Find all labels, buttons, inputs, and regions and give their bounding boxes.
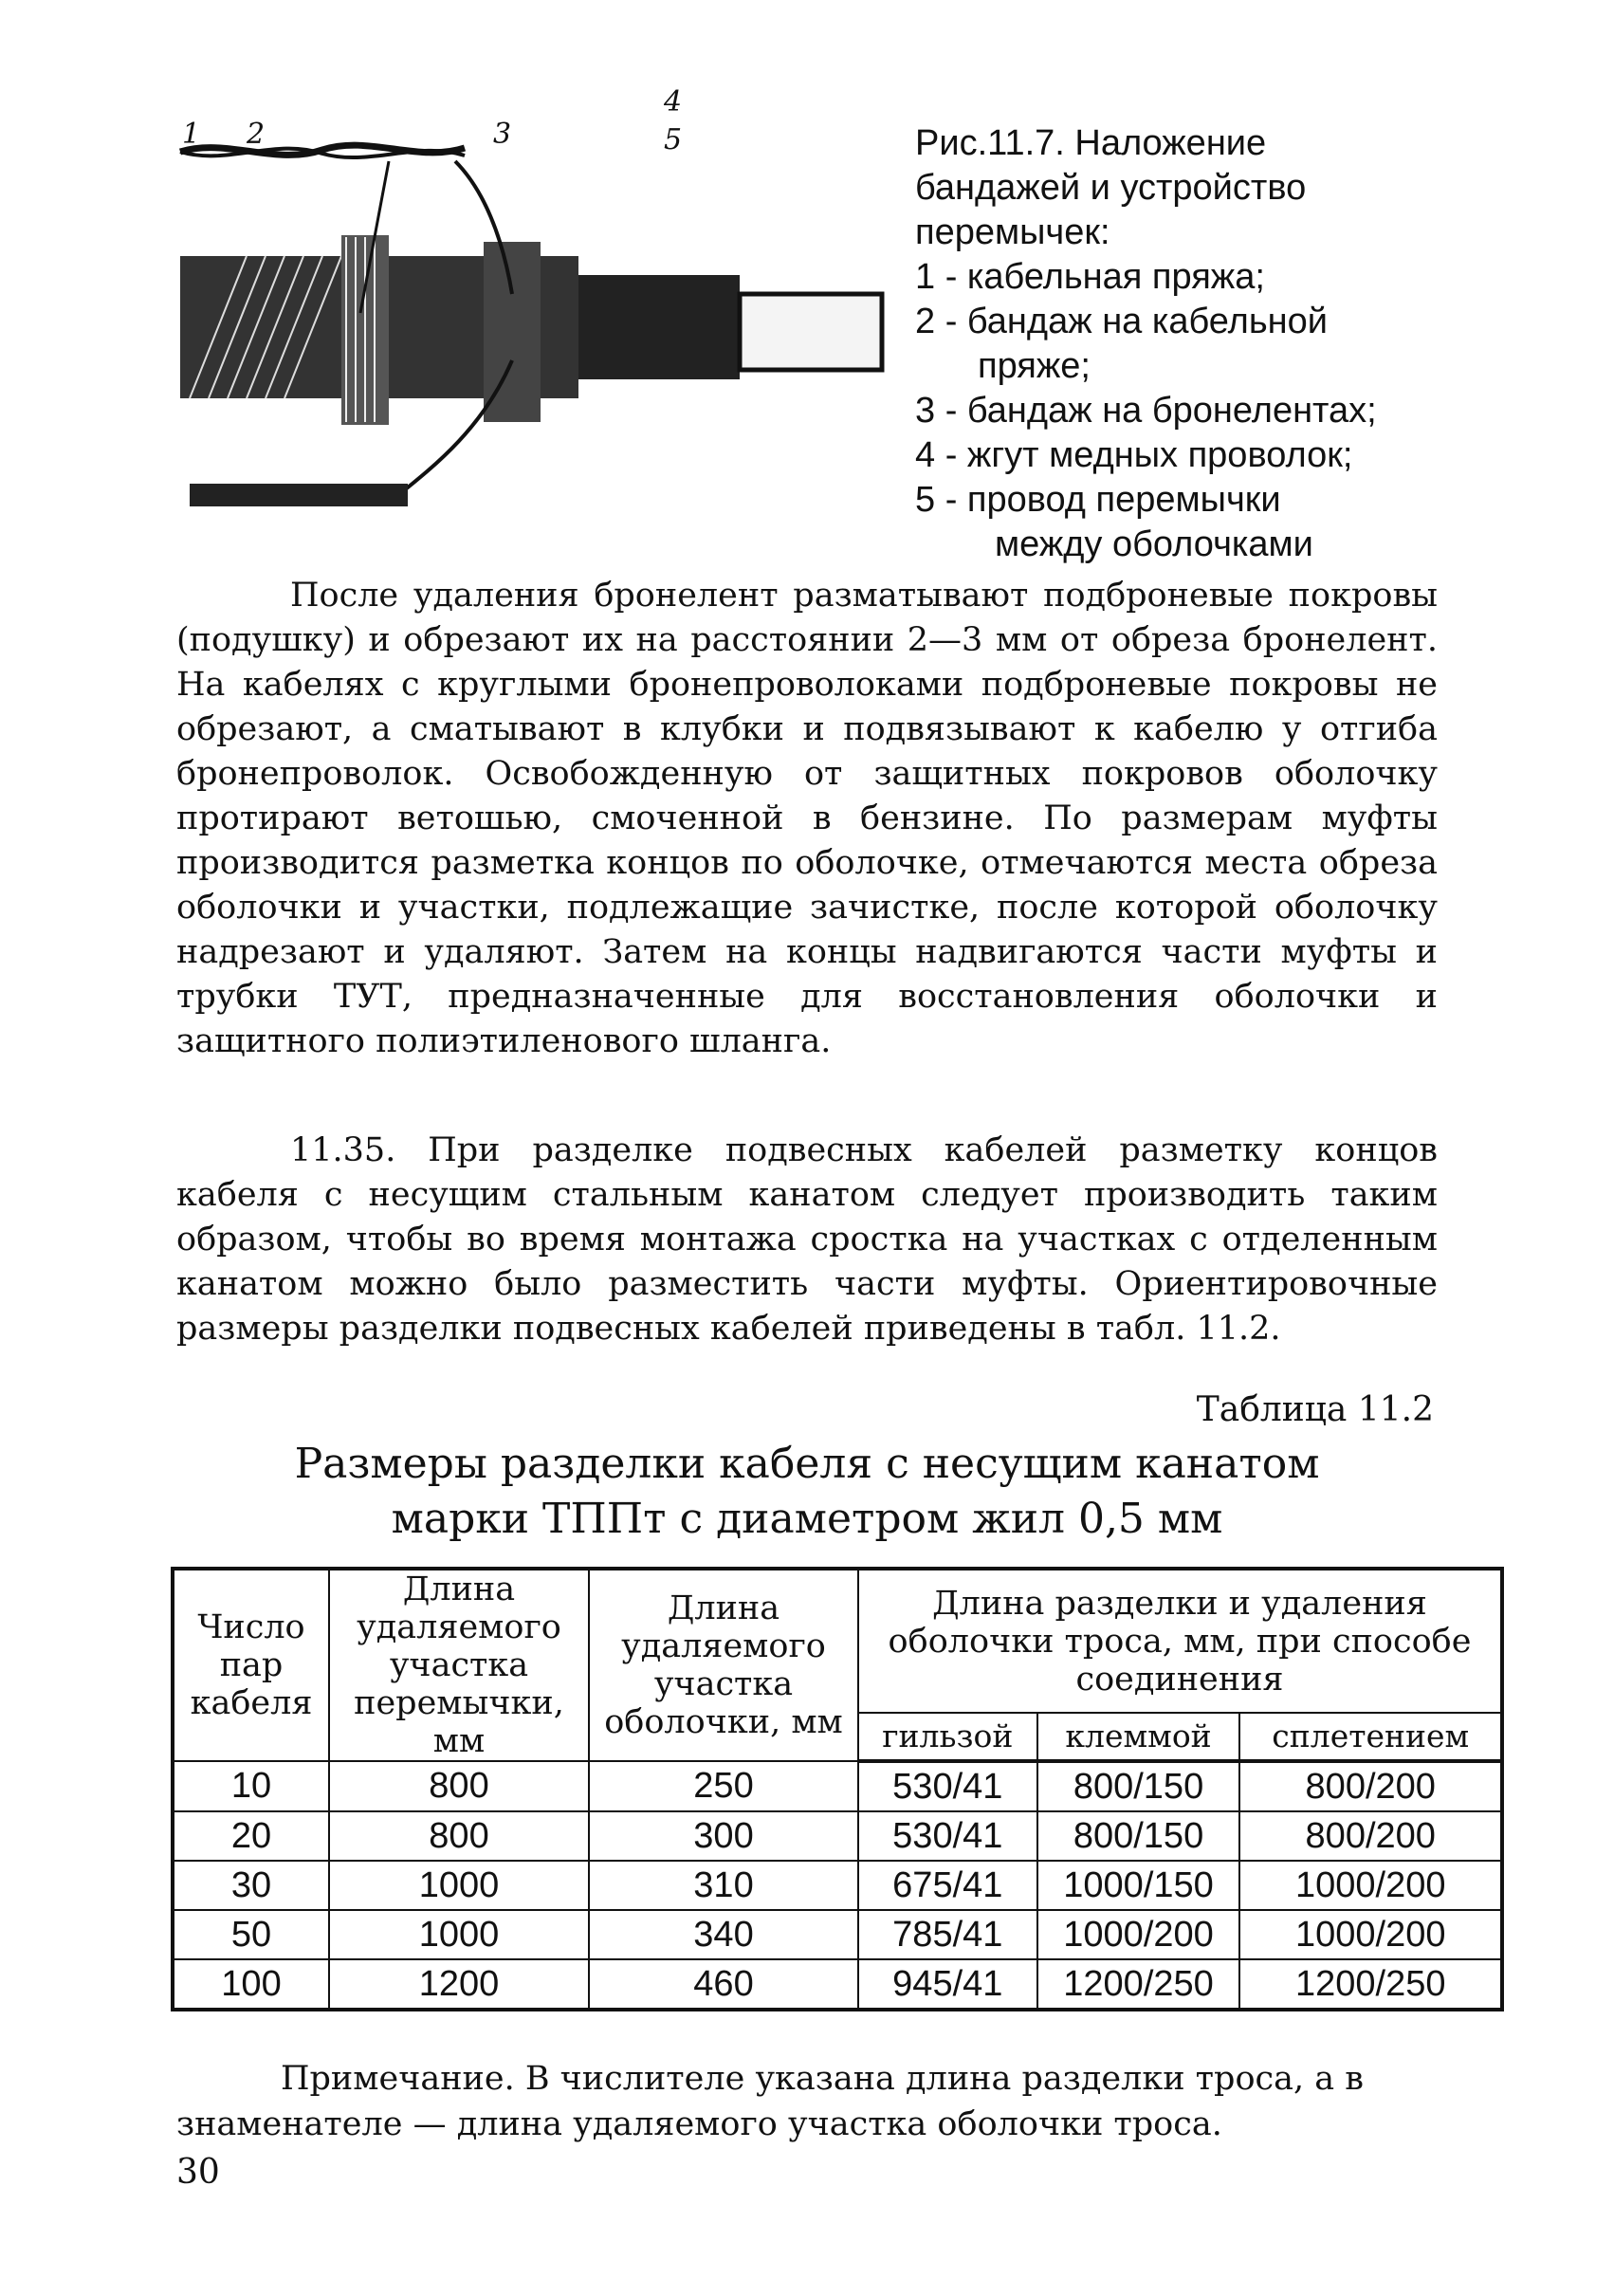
header-sleeve: гильзой [858, 1713, 1037, 1761]
figure-label-3: 3 [493, 118, 512, 151]
cell: 30 [173, 1861, 329, 1910]
cell: 800/200 [1239, 1811, 1502, 1861]
header-cutting-group: Длина разделки и удаления оболочки троса, мм, при способе соединения [858, 1569, 1502, 1713]
cell: 800/200 [1239, 1761, 1502, 1811]
cell: 460 [589, 1959, 858, 2010]
table-title [176, 1437, 1438, 1547]
cell: 50 [173, 1910, 329, 1959]
cell: 1000/200 [1037, 1910, 1240, 1959]
paragraph-2 [176, 1129, 1438, 1351]
caption-line: бандажей и устройство [915, 168, 1307, 208]
table-row [173, 1910, 1502, 1959]
cell: 800/150 [1037, 1761, 1240, 1811]
cable-figure [171, 85, 891, 522]
figure-caption [915, 121, 1446, 567]
cell: 20 [173, 1811, 329, 1861]
caption-line: 5 - провод перемычки [915, 480, 1281, 520]
caption-line: 1 - кабельная пряжа; [915, 257, 1265, 297]
cell: 945/41 [858, 1959, 1037, 2010]
cell: 1200/250 [1037, 1959, 1240, 2010]
header-splice: сплетением [1239, 1713, 1502, 1761]
cell: 300 [589, 1811, 858, 1861]
cell: 1200 [329, 1959, 589, 2010]
cell: 1000/200 [1239, 1861, 1502, 1910]
cell: 785/41 [858, 1910, 1037, 1959]
cell: 800 [329, 1811, 589, 1861]
cell: 10 [173, 1761, 329, 1811]
cell: 1000/200 [1239, 1910, 1502, 1959]
caption-line: перемычек: [915, 212, 1110, 252]
cell: 250 [589, 1761, 858, 1811]
caption-line: Рис.11.7. Наложение [915, 123, 1267, 163]
cell: 1000 [329, 1861, 589, 1910]
table-row [173, 1959, 1502, 2010]
cell: 530/41 [858, 1811, 1037, 1861]
header-clamp: клеммой [1037, 1713, 1240, 1761]
header-pairs: Число пар кабеля [173, 1569, 329, 1761]
cell: 340 [589, 1910, 858, 1959]
figure-label-2: 2 [247, 118, 266, 151]
figure-label-1: 1 [182, 118, 201, 151]
figure-label-5: 5 [664, 123, 683, 156]
table-note [176, 2056, 1438, 2147]
cell: 1200/250 [1239, 1959, 1502, 2010]
page-number: 30 [176, 2153, 220, 2192]
table-row [173, 1761, 1502, 1811]
caption-line: между оболочками [995, 524, 1313, 564]
paragraph-2-text: 11.35. При разделке подвесных кабелей разметку концов кабеля с несущим стальным канатом следует производить таким образом, чтобы во время монтажа сростка на участках с отделенным канатом можно было разместить части муфты. Ориентировочные размеры разделки подвесных кабелей приведены в табл. 11.2. [176, 1131, 1438, 1348]
table-row [173, 1811, 1502, 1861]
cell: 1000/150 [1037, 1861, 1240, 1910]
caption-line: 3 - бандаж на бронелентах; [915, 391, 1377, 431]
caption-line: пряже; [978, 346, 1091, 386]
table-title-line-1: Размеры разделки кабеля с несущим канатом [294, 1440, 1320, 1488]
header-shell-length: Длина удаляемого участка оболочки, мм [589, 1569, 858, 1761]
caption-line: 2 - бандаж на кабельной [915, 302, 1328, 341]
table-note-text: Примечание. В числителе указана длина разделки троса, а в знаменателе — длина удаляемого участка оболочки троса. [176, 2060, 1364, 2143]
caption-line: 4 - жгут медных проволок; [915, 435, 1353, 475]
header-jumper-length: Длина удаляемого участка перемычки, мм [329, 1569, 589, 1761]
dimensions-table [171, 1567, 1504, 2011]
cell: 310 [589, 1861, 858, 1910]
cell: 800/150 [1037, 1811, 1240, 1861]
cable-bandage-illustration [171, 123, 891, 522]
cell: 800 [329, 1761, 589, 1811]
cell: 675/41 [858, 1861, 1037, 1910]
paragraph-1 [176, 574, 1438, 1064]
cell: 1000 [329, 1910, 589, 1959]
table-label: Таблица 11.2 [1196, 1390, 1434, 1429]
table-title-line-2: марки ТППт с диаметром жил 0,5 мм [391, 1495, 1223, 1543]
cell: 530/41 [858, 1761, 1037, 1811]
table-row [173, 1861, 1502, 1910]
figure-label-4: 4 [664, 85, 683, 119]
cell: 100 [173, 1959, 329, 2010]
paragraph-1-text: После удаления бронелент разматывают подброневые покровы (подушку) и обрезают их на расстоянии 2—3 мм от обреза бронелент. На кабелях с круглыми бронепроволоками подброневые покровы не обрезают, а сматывают в клубки и подвязывают к кабелю у отгиба бронепроволок. Освобожденную от защитных покровов оболочку протирают ветошью, смоченной в бензине. По размерам муфты производится разметка концов по оболочке, отмечаются места обреза оболочки и участки, подлежащие зачистке, после которой оболочку надрезают и удаляют. Затем на концы надвигаются части муфты и трубки ТУТ, предназначенные для восстановления оболочки и защитного полиэтиленового шланга. [176, 577, 1438, 1060]
